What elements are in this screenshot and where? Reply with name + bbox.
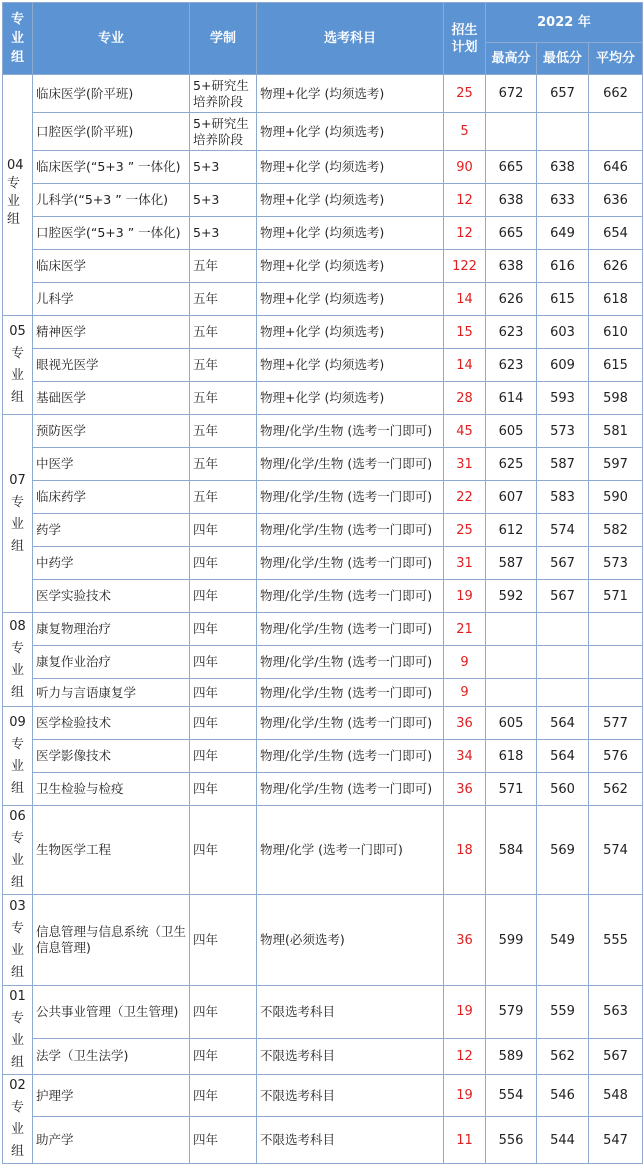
plan-cell: 90: [444, 151, 486, 184]
min-score-cell: 587: [537, 448, 589, 481]
system-cell: 五年: [190, 481, 257, 514]
table-row: [3, 349, 643, 382]
min-score-cell: 638: [537, 151, 589, 184]
min-score-cell: 567: [537, 547, 589, 580]
min-score-cell: 546: [537, 1075, 589, 1117]
group-label: 08专业组: [3, 613, 33, 707]
major-cell: 助产学: [33, 1117, 190, 1164]
max-score-cell: 556: [486, 1117, 537, 1164]
plan-cell: 19: [444, 580, 486, 613]
avg-score-cell: 571: [589, 580, 643, 613]
subjects-cell: 物理+化学 (均须选考): [257, 217, 444, 250]
subjects-cell: 物理/化学/生物 (选考一门即可): [257, 646, 444, 679]
max-score-cell: 571: [486, 773, 537, 806]
avg-score-cell: 662: [589, 75, 643, 113]
subjects-cell: 物理(必须选考): [257, 895, 444, 986]
table-row: [3, 283, 643, 316]
plan-cell: 122: [444, 250, 486, 283]
major-cell: 卫生检验与检疫: [33, 773, 190, 806]
table-row: [3, 646, 643, 679]
header-subjects: 选考科目: [257, 3, 444, 75]
avg-score-cell: 626: [589, 250, 643, 283]
avg-score-cell: [589, 113, 643, 151]
group-label: 07专业组: [3, 415, 33, 613]
header-group: 专业组: [3, 3, 33, 75]
subjects-cell: 物理/化学 (选考一门即可): [257, 806, 444, 895]
max-score-cell: 665: [486, 217, 537, 250]
group-label: 05专业组: [3, 316, 33, 415]
table-row: [3, 773, 643, 806]
subjects-cell: 物理+化学 (均须选考): [257, 250, 444, 283]
major-cell: 药学: [33, 514, 190, 547]
plan-cell: 31: [444, 448, 486, 481]
system-cell: 5+3: [190, 151, 257, 184]
header-year: 2022 年: [486, 3, 643, 43]
group-label: 01专业组: [3, 986, 33, 1075]
min-score-cell: 583: [537, 481, 589, 514]
table-row: [3, 986, 643, 1039]
subjects-cell: 不限选考科目: [257, 986, 444, 1039]
group-label: 02专业组: [3, 1075, 33, 1164]
avg-score-cell: 590: [589, 481, 643, 514]
table-row: [3, 481, 643, 514]
system-cell: 四年: [190, 1038, 257, 1074]
subjects-cell: 物理+化学 (均须选考): [257, 184, 444, 217]
subjects-cell: 不限选考科目: [257, 1038, 444, 1074]
system-cell: 五年: [190, 250, 257, 283]
header-min: 最低分: [537, 43, 589, 75]
max-score-cell: 612: [486, 514, 537, 547]
avg-score-cell: 615: [589, 349, 643, 382]
table-row: [3, 151, 643, 184]
min-score-cell: 593: [537, 382, 589, 415]
major-cell: 眼视光医学: [33, 349, 190, 382]
major-cell: 精神医学: [33, 316, 190, 349]
min-score-cell: 615: [537, 283, 589, 316]
plan-cell: 19: [444, 986, 486, 1039]
min-score-cell: [537, 113, 589, 151]
admission-score-table: [2, 2, 643, 1164]
avg-score-cell: 597: [589, 448, 643, 481]
system-cell: 5+研究生培养阶段: [190, 75, 257, 113]
system-cell: 四年: [190, 986, 257, 1039]
plan-cell: 22: [444, 481, 486, 514]
avg-score-cell: 576: [589, 740, 643, 773]
subjects-cell: 物理+化学 (均须选考): [257, 113, 444, 151]
avg-score-cell: 574: [589, 806, 643, 895]
system-cell: 五年: [190, 415, 257, 448]
max-score-cell: 672: [486, 75, 537, 113]
plan-cell: 11: [444, 1117, 486, 1164]
major-cell: 儿科学: [33, 283, 190, 316]
table-row: [3, 113, 643, 151]
plan-cell: 14: [444, 349, 486, 382]
subjects-cell: 物理/化学/生物 (选考一门即可): [257, 679, 444, 707]
system-cell: 四年: [190, 679, 257, 707]
max-score-cell: 614: [486, 382, 537, 415]
major-cell: 临床医学(阶平班): [33, 75, 190, 113]
system-cell: 四年: [190, 773, 257, 806]
system-cell: 四年: [190, 547, 257, 580]
major-cell: 公共事业管理（卫生管理): [33, 986, 190, 1039]
group-label: 03专业组: [3, 895, 33, 986]
avg-score-cell: 555: [589, 895, 643, 986]
major-cell: 基础医学: [33, 382, 190, 415]
system-cell: 5+3: [190, 217, 257, 250]
min-score-cell: 559: [537, 986, 589, 1039]
system-cell: 四年: [190, 806, 257, 895]
min-score-cell: [537, 613, 589, 646]
major-cell: 听力与言语康复学: [33, 679, 190, 707]
max-score-cell: 626: [486, 283, 537, 316]
major-cell: 康复作业治疗: [33, 646, 190, 679]
min-score-cell: 560: [537, 773, 589, 806]
plan-cell: 28: [444, 382, 486, 415]
max-score-cell: 638: [486, 184, 537, 217]
min-score-cell: 569: [537, 806, 589, 895]
min-score-cell: 567: [537, 580, 589, 613]
system-cell: 四年: [190, 707, 257, 740]
plan-cell: 45: [444, 415, 486, 448]
max-score-cell: 554: [486, 1075, 537, 1117]
subjects-cell: 物理/化学/生物 (选考一门即可): [257, 415, 444, 448]
avg-score-cell: 562: [589, 773, 643, 806]
plan-cell: 9: [444, 646, 486, 679]
max-score-cell: 584: [486, 806, 537, 895]
table-row: [3, 217, 643, 250]
max-score-cell: 599: [486, 895, 537, 986]
plan-cell: 25: [444, 514, 486, 547]
max-score-cell: [486, 646, 537, 679]
max-score-cell: 625: [486, 448, 537, 481]
table-row: [3, 740, 643, 773]
major-cell: 法学（卫生法学): [33, 1038, 190, 1074]
system-cell: 四年: [190, 646, 257, 679]
system-cell: 四年: [190, 580, 257, 613]
avg-score-cell: 636: [589, 184, 643, 217]
min-score-cell: 633: [537, 184, 589, 217]
avg-score-cell: 581: [589, 415, 643, 448]
major-cell: 中医学: [33, 448, 190, 481]
table-row: [3, 250, 643, 283]
plan-cell: 14: [444, 283, 486, 316]
avg-score-cell: 573: [589, 547, 643, 580]
avg-score-cell: 598: [589, 382, 643, 415]
max-score-cell: 607: [486, 481, 537, 514]
min-score-cell: 564: [537, 707, 589, 740]
table-row: [3, 316, 643, 349]
subjects-cell: 物理/化学/生物 (选考一门即可): [257, 547, 444, 580]
major-cell: 临床药学: [33, 481, 190, 514]
table-row: [3, 184, 643, 217]
subjects-cell: 物理/化学/生物 (选考一门即可): [257, 613, 444, 646]
table-row: [3, 514, 643, 547]
min-score-cell: 564: [537, 740, 589, 773]
major-cell: 生物医学工程: [33, 806, 190, 895]
plan-cell: 12: [444, 217, 486, 250]
plan-cell: 36: [444, 773, 486, 806]
max-score-cell: 623: [486, 316, 537, 349]
system-cell: 四年: [190, 1117, 257, 1164]
max-score-cell: 605: [486, 415, 537, 448]
avg-score-cell: 582: [589, 514, 643, 547]
max-score-cell: [486, 679, 537, 707]
table-row: [3, 415, 643, 448]
system-cell: 5+研究生培养阶段: [190, 113, 257, 151]
system-cell: 四年: [190, 740, 257, 773]
subjects-cell: 不限选考科目: [257, 1075, 444, 1117]
avg-score-cell: 610: [589, 316, 643, 349]
subjects-cell: 物理+化学 (均须选考): [257, 316, 444, 349]
major-cell: 护理学: [33, 1075, 190, 1117]
major-cell: 医学影像技术: [33, 740, 190, 773]
system-cell: 五年: [190, 316, 257, 349]
group-label: 09专业组: [3, 707, 33, 806]
avg-score-cell: 646: [589, 151, 643, 184]
major-cell: 医学检验技术: [33, 707, 190, 740]
min-score-cell: 544: [537, 1117, 589, 1164]
max-score-cell: [486, 113, 537, 151]
subjects-cell: 物理/化学/生物 (选考一门即可): [257, 707, 444, 740]
subjects-cell: 物理+化学 (均须选考): [257, 349, 444, 382]
subjects-cell: 物理/化学/生物 (选考一门即可): [257, 448, 444, 481]
avg-score-cell: [589, 613, 643, 646]
plan-cell: 5: [444, 113, 486, 151]
table-row: [3, 382, 643, 415]
major-cell: 临床医学(“5+3 ” 一体化): [33, 151, 190, 184]
subjects-cell: 物理/化学/生物 (选考一门即可): [257, 773, 444, 806]
system-cell: 四年: [190, 895, 257, 986]
min-score-cell: 574: [537, 514, 589, 547]
max-score-cell: 587: [486, 547, 537, 580]
min-score-cell: 549: [537, 895, 589, 986]
major-cell: 儿科学(“5+3 ” 一体化): [33, 184, 190, 217]
avg-score-cell: 654: [589, 217, 643, 250]
major-cell: 信息管理与信息系统（卫生信息管理): [33, 895, 190, 986]
min-score-cell: [537, 679, 589, 707]
max-score-cell: [486, 613, 537, 646]
table-row: [3, 707, 643, 740]
subjects-cell: 不限选考科目: [257, 1117, 444, 1164]
min-score-cell: [537, 646, 589, 679]
min-score-cell: 609: [537, 349, 589, 382]
min-score-cell: 573: [537, 415, 589, 448]
header-avg: 平均分: [589, 43, 643, 75]
subjects-cell: 物理/化学/生物 (选考一门即可): [257, 740, 444, 773]
header-plan: 招生计划: [444, 3, 486, 75]
plan-cell: 21: [444, 613, 486, 646]
subjects-cell: 物理+化学 (均须选考): [257, 382, 444, 415]
plan-cell: 12: [444, 184, 486, 217]
max-score-cell: 638: [486, 250, 537, 283]
avg-score-cell: 548: [589, 1075, 643, 1117]
system-cell: 五年: [190, 283, 257, 316]
max-score-cell: 592: [486, 580, 537, 613]
subjects-cell: 物理+化学 (均须选考): [257, 75, 444, 113]
major-cell: 临床医学: [33, 250, 190, 283]
table-row: [3, 806, 643, 895]
plan-cell: 36: [444, 895, 486, 986]
major-cell: 预防医学: [33, 415, 190, 448]
min-score-cell: 657: [537, 75, 589, 113]
subjects-cell: 物理/化学/生物 (选考一门即可): [257, 481, 444, 514]
max-score-cell: 665: [486, 151, 537, 184]
table-row: [3, 613, 643, 646]
table-row: [3, 679, 643, 707]
major-cell: 口腔医学(“5+3 ” 一体化): [33, 217, 190, 250]
header-major: 专业: [33, 3, 190, 75]
plan-cell: 31: [444, 547, 486, 580]
subjects-cell: 物理+化学 (均须选考): [257, 283, 444, 316]
system-cell: 5+3: [190, 184, 257, 217]
subjects-cell: 物理/化学/生物 (选考一门即可): [257, 514, 444, 547]
system-cell: 五年: [190, 382, 257, 415]
min-score-cell: 603: [537, 316, 589, 349]
table-row: [3, 1117, 643, 1164]
plan-cell: 9: [444, 679, 486, 707]
system-cell: 四年: [190, 1075, 257, 1117]
table-row: [3, 448, 643, 481]
system-cell: 五年: [190, 448, 257, 481]
table-body: [3, 75, 643, 1164]
avg-score-cell: 618: [589, 283, 643, 316]
major-cell: 康复物理治疗: [33, 613, 190, 646]
max-score-cell: 579: [486, 986, 537, 1039]
max-score-cell: 605: [486, 707, 537, 740]
plan-cell: 12: [444, 1038, 486, 1074]
max-score-cell: 623: [486, 349, 537, 382]
avg-score-cell: [589, 679, 643, 707]
header-system: 学制: [190, 3, 257, 75]
plan-cell: 18: [444, 806, 486, 895]
plan-cell: 34: [444, 740, 486, 773]
max-score-cell: 618: [486, 740, 537, 773]
avg-score-cell: [589, 646, 643, 679]
subjects-cell: 物理/化学/生物 (选考一门即可): [257, 580, 444, 613]
table-row: [3, 1038, 643, 1074]
avg-score-cell: 577: [589, 707, 643, 740]
table-header: [3, 3, 643, 75]
table-row: [3, 547, 643, 580]
subjects-cell: 物理+化学 (均须选考): [257, 151, 444, 184]
min-score-cell: 649: [537, 217, 589, 250]
major-cell: 医学实验技术: [33, 580, 190, 613]
plan-cell: 36: [444, 707, 486, 740]
min-score-cell: 562: [537, 1038, 589, 1074]
table-row: [3, 75, 643, 113]
plan-cell: 25: [444, 75, 486, 113]
table-row: [3, 1075, 643, 1117]
avg-score-cell: 563: [589, 986, 643, 1039]
header-max: 最高分: [486, 43, 537, 75]
table-row: [3, 895, 643, 986]
avg-score-cell: 547: [589, 1117, 643, 1164]
plan-cell: 19: [444, 1075, 486, 1117]
major-cell: 中药学: [33, 547, 190, 580]
group-label: 04专业组: [3, 75, 33, 316]
group-label: 06专业组: [3, 806, 33, 895]
system-cell: 四年: [190, 514, 257, 547]
min-score-cell: 616: [537, 250, 589, 283]
table-row: [3, 580, 643, 613]
plan-cell: 15: [444, 316, 486, 349]
system-cell: 四年: [190, 613, 257, 646]
major-cell: 口腔医学(阶平班): [33, 113, 190, 151]
system-cell: 五年: [190, 349, 257, 382]
avg-score-cell: 567: [589, 1038, 643, 1074]
max-score-cell: 589: [486, 1038, 537, 1074]
